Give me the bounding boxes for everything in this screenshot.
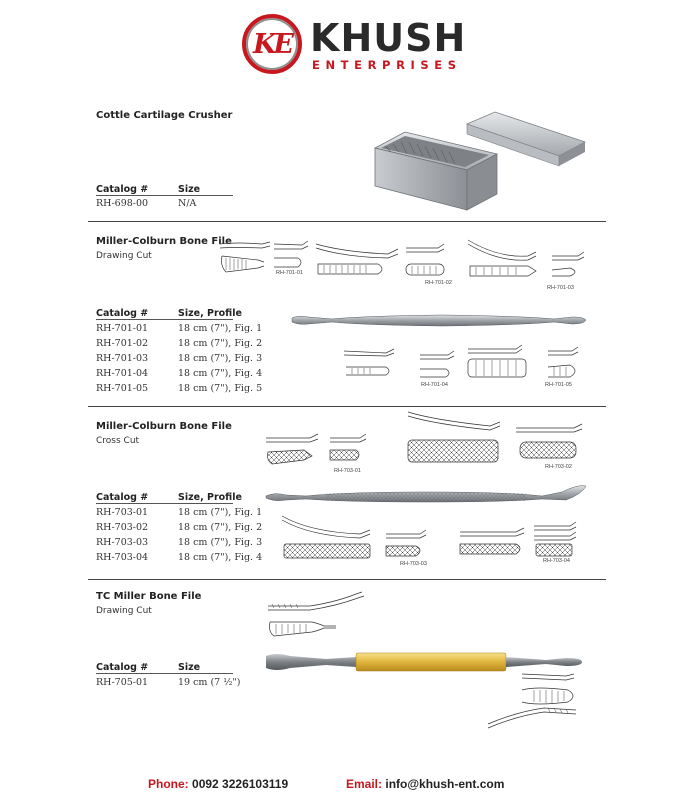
brand-subtitle: ENTERPRISES xyxy=(312,58,462,72)
table-row: RH-703-03 xyxy=(96,537,149,548)
section-divider xyxy=(88,579,606,580)
table-cell: 18 cm (7"), Fig. 2 xyxy=(178,522,263,533)
email-address[interactable]: info@khush-ent.com xyxy=(385,777,505,791)
catalog-header: Catalog # xyxy=(96,492,149,503)
table-cell: 18 cm (7"), Fig. 4 xyxy=(178,368,263,379)
cartilage-crusher-image xyxy=(375,112,590,212)
table-header-rule xyxy=(96,503,233,504)
file-tip-drawings xyxy=(264,410,590,470)
figure-label: RH-701-03 xyxy=(547,285,574,291)
section-subtitle: Cross Cut xyxy=(96,436,140,446)
section-title: Cottle Cartilage Crusher xyxy=(96,110,233,121)
figure-label: RH-701-04 xyxy=(421,382,448,388)
catalog-header: Catalog # xyxy=(96,184,149,195)
table-row: RH-703-02 xyxy=(96,522,149,533)
size-profile-header: Size, Profile xyxy=(178,492,242,503)
table-row: RH-701-03 xyxy=(96,353,149,364)
table-row: RH-701-05 xyxy=(96,383,149,394)
brand-name: KHUSH xyxy=(310,16,467,60)
table-cell: 18 cm (7"), Fig. 3 xyxy=(178,537,263,548)
figure-label: RH-701-02 xyxy=(425,280,452,286)
catalog-number: RH-705-01 xyxy=(96,677,149,688)
section-title: TC Miller Bone File xyxy=(96,591,202,602)
brand-logo xyxy=(242,14,302,74)
table-cell: 18 cm (7"), Fig. 5 xyxy=(178,383,263,394)
phone-number[interactable]: 0092 3226103119 xyxy=(192,777,289,791)
table-cell: 18 cm (7"), Fig. 1 xyxy=(178,323,263,334)
bone-file-instrument xyxy=(266,482,588,508)
file-tip-drawings xyxy=(266,590,376,644)
catalog-table xyxy=(96,507,266,563)
size-header: Size xyxy=(178,184,201,195)
figure-label: RH-701-05 xyxy=(545,382,572,388)
figure-label: RH-703-01 xyxy=(334,468,361,474)
footer-phone xyxy=(148,777,288,791)
catalog-table xyxy=(96,323,266,393)
catalog-number: RH-698-00 xyxy=(96,198,149,209)
email-label: Email: xyxy=(346,777,383,791)
table-cell: 18 cm (7"), Fig. 2 xyxy=(178,338,263,349)
phone-label: Phone: xyxy=(148,777,189,791)
table-row: RH-701-01 xyxy=(96,323,149,334)
table-cell: 18 cm (7"), Fig. 4 xyxy=(178,552,263,563)
catalog-header: Catalog # xyxy=(96,308,149,319)
table-cell: 18 cm (7"), Fig. 3 xyxy=(178,353,263,364)
footer-email xyxy=(346,777,504,791)
table-row: RH-703-04 xyxy=(96,552,149,563)
section-title: Miller-Colburn Bone File xyxy=(96,421,232,432)
table-row: RH-701-04 xyxy=(96,368,149,379)
table-row: RH-703-01 xyxy=(96,507,149,518)
table-header-rule xyxy=(96,195,233,196)
table-row: RH-701-02 xyxy=(96,338,149,349)
size-value: N/A xyxy=(178,198,197,209)
size-value: 19 cm (7 ½") xyxy=(178,677,241,688)
section-subtitle: Drawing Cut xyxy=(96,606,152,616)
table-header-rule xyxy=(96,673,233,674)
file-tip-drawings xyxy=(218,236,590,296)
file-tip-drawings xyxy=(482,672,582,732)
size-profile-header: Size, Profile xyxy=(178,308,242,319)
figure-label: RH-703-02 xyxy=(545,464,572,470)
catalog-header: Catalog # xyxy=(96,662,149,673)
section-divider xyxy=(88,406,606,407)
section-divider xyxy=(88,221,606,222)
figure-label: RH-703-03 xyxy=(400,561,427,567)
size-header: Size xyxy=(178,662,201,673)
figure-label: RH-701-01 xyxy=(276,270,303,276)
table-header-rule xyxy=(96,319,233,320)
figure-label: RH-703-04 xyxy=(543,558,570,564)
table-cell: 18 cm (7"), Fig. 1 xyxy=(178,507,263,518)
file-tip-drawings xyxy=(340,345,590,387)
section-title: Miller-Colburn Bone File xyxy=(96,236,232,247)
section-subtitle: Drawing Cut xyxy=(96,251,152,261)
brand-logo-mark: KE xyxy=(252,28,292,60)
bone-file-instrument xyxy=(292,308,588,332)
